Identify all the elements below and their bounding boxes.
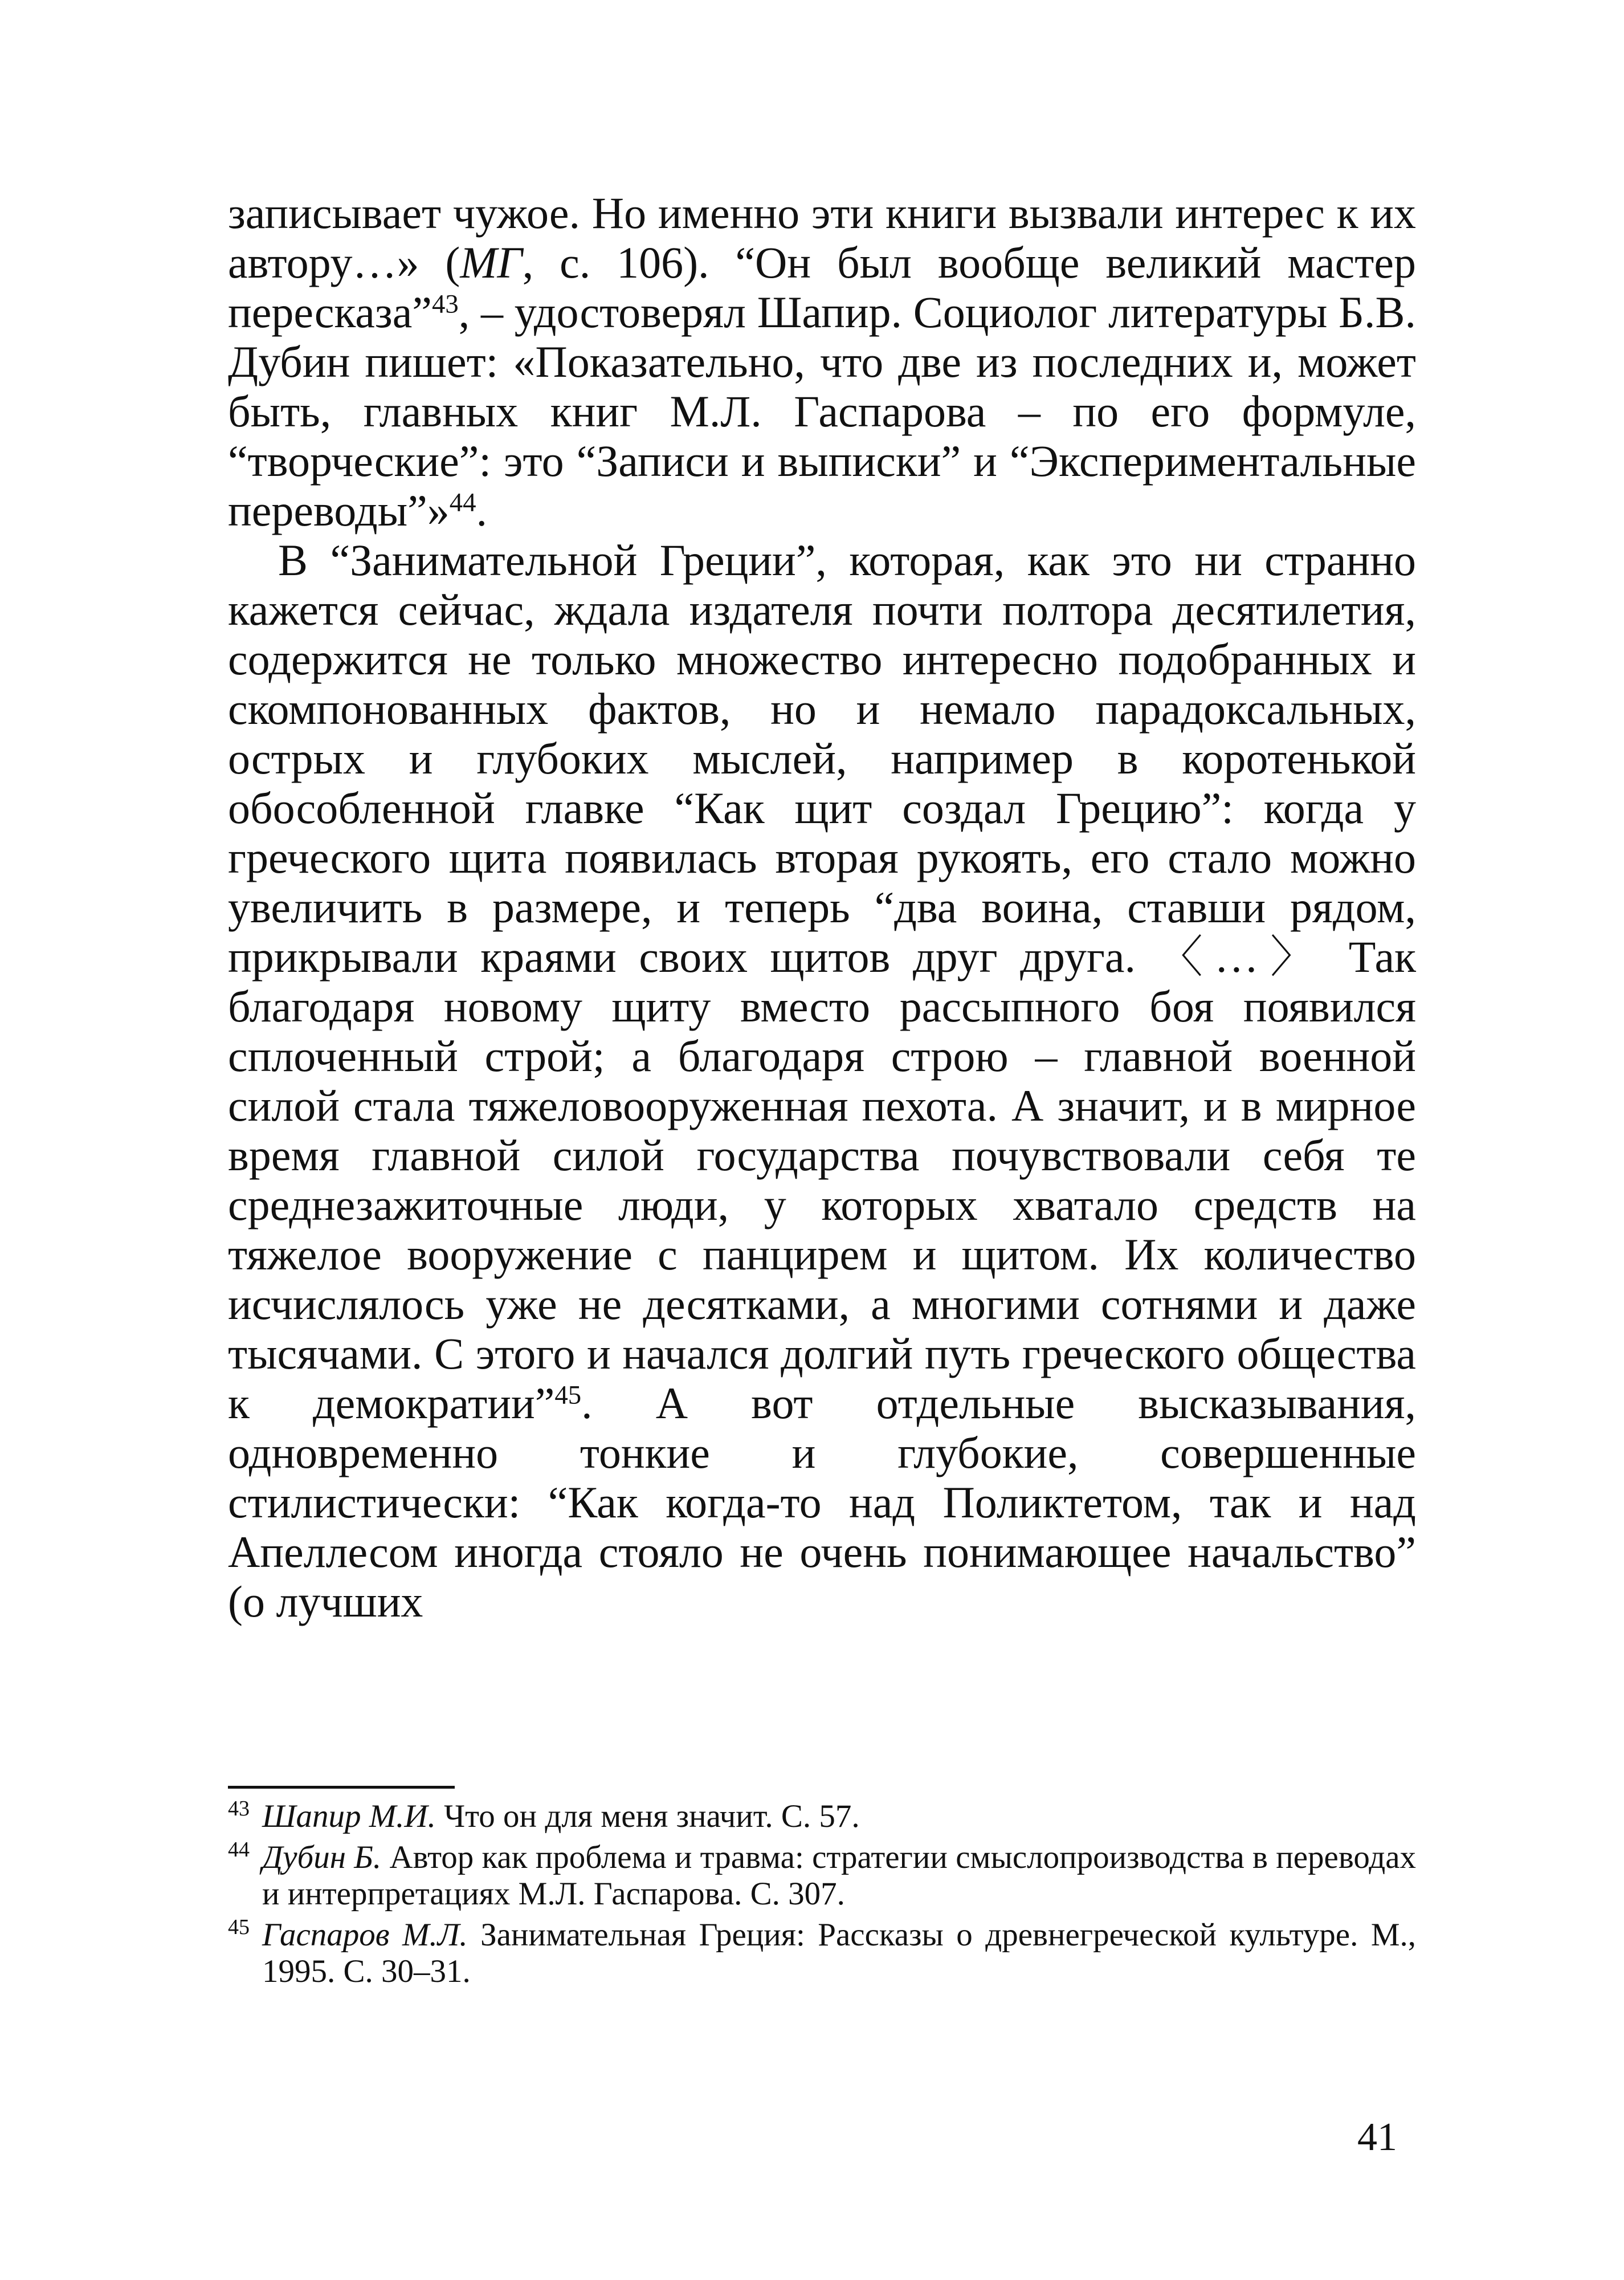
page-number: 41 <box>1357 2115 1397 2159</box>
paragraph-1-italic-abbrev: МГ <box>460 238 523 287</box>
footnote-45: 45 Гаспаров М.Л. Занимательная Греция: Рассказы о древнегреческой культуре. М., 1995. С. 30–31. <box>228 1915 1416 1989</box>
footnote-author: Шапир М.И. <box>262 1798 436 1834</box>
paragraph-2 <box>228 535 1416 1626</box>
paragraph-2-text-b: . А вот отдельные высказывания, одновременно тонкие и глубокие, совершенные стилистически: “Как когда-то над Поликтетом, так и над Апеллесом иногда стояло не очень понимающее начальство” (о лучших <box>228 1378 1416 1626</box>
footnote-text: Автор как проблема и травма: стратегии смыслопроизводства в переводах и интерпретациях М.Л. Гаспарова. С. 307. <box>262 1839 1416 1912</box>
footnote-author: Гаспаров М.Л. <box>262 1917 468 1953</box>
footnote-author: Дубин Б. <box>262 1839 382 1875</box>
paragraph-1-text-c: , – удостоверял Шапир. Социолог литературы Б.В. Дубин пишет: «Показательно, что две из последних и, может быть, главных книг М.Л. Гаспарова – по его формуле, “творческие”: это “Записи и выписки” и “Экспериментальные переводы”» <box>228 287 1416 535</box>
paragraph-1-text-a: записывает чужое. Но именно эти книги вызвали интерес к их автору…» ( <box>228 188 1416 287</box>
footnote-ref-44: 44 <box>449 487 476 518</box>
footnote-ref-43: 43 <box>431 289 459 319</box>
paragraph-2-text-a: В “Занимательной Греции”, которая, как это ни странно кажется сейчас, ждала издателя почти полтора десятилетия, содержится не только множество интересно подобранных и скомпонованных фактов, но и немало парадоксальных, острых и глубоких мыслей, например в коротенькой обособленной главке “Как щит создал Грецию”: когда у греческого щита появилась вторая рукоять, его стало можно увеличить в размере, и теперь “два воина, ставши рядом, прикрывали краями своих щитов друг друга. 〈…〉 Так благодаря новому щиту вместо рассыпного боя появился сплоченный строй; а благодаря строю – главной военной силой стала тяжеловооруженная пехота. А значит, и в мирное время главной силой государства почувствовали себя те среднезажиточные люди, у которых хватало средств на тяжелое вооружение с панцирем и щитом. Их количество исчислялось уже не десятками, а многими сотнями и даже тысячами. С этого и начался долгий путь греческого общества к демократии” <box>228 535 1416 1428</box>
footnote-text: Занимательная Греция: Рассказы о древнегреческой культуре. М., 1995. С. 30–31. <box>262 1917 1416 1989</box>
paragraph-1-text-b: , с. 106). “Он был вообще великий мастер пересказа” <box>228 238 1416 337</box>
footnotes <box>228 1798 1416 1994</box>
footnote-ref-45: 45 <box>554 1380 582 1410</box>
main-text <box>228 188 1416 1626</box>
paragraph-1 <box>228 188 1416 535</box>
footnote-text: Что он для меня значит. С. 57. <box>435 1798 860 1834</box>
footnote-separator <box>228 1786 455 1789</box>
footnote-43: 43 Шапир М.И. Что он для меня значит. С. 57. <box>228 1797 860 1834</box>
footnote-44: 44 Дубин Б. Автор как проблема и травма: стратегии смыслопроизводства в переводах и интерпретациях М.Л. Гаспарова. С. 307. <box>228 1838 1416 1912</box>
paragraph-1-text-d: . <box>476 486 488 535</box>
